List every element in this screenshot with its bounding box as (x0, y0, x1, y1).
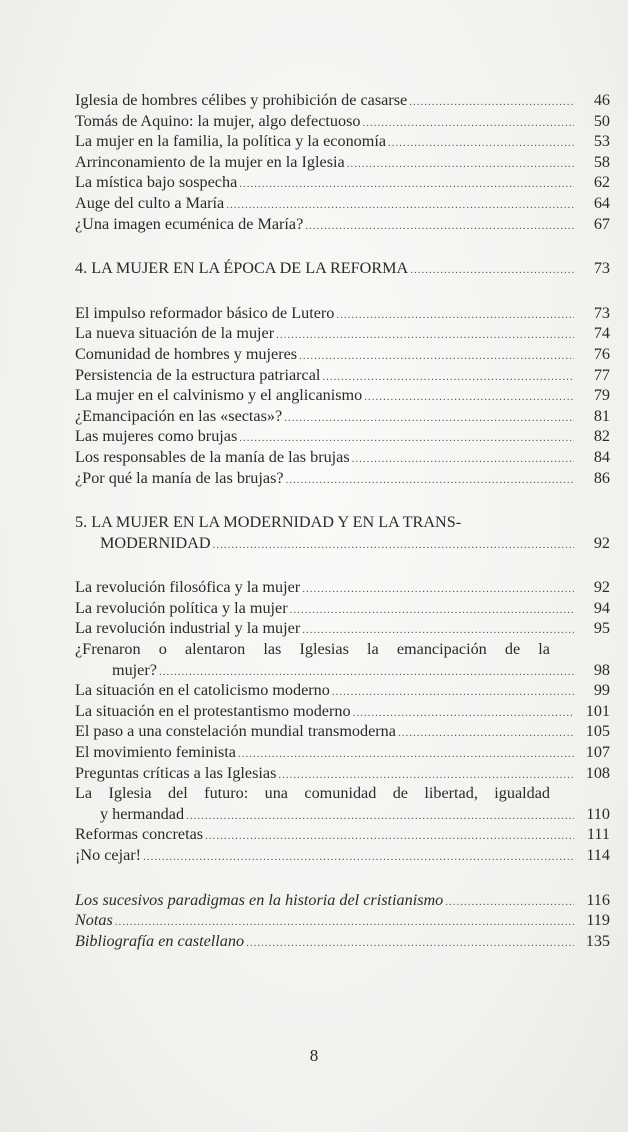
leader-dots (239, 428, 574, 449)
toc-entry-page: 81 (593, 406, 610, 425)
toc-entry-title: La mujer en el calvinismo y el anglicanismo (75, 386, 363, 405)
toc-entry-page: 73 (593, 303, 610, 322)
toc-entry (75, 406, 610, 427)
leader-dots (286, 470, 574, 491)
toc-entry-page: 99 (593, 681, 610, 700)
chapter-page: 73 (593, 259, 610, 278)
toc-entry (75, 303, 610, 324)
page-number: 8 (309, 1046, 319, 1065)
toc-entry (75, 111, 610, 132)
toc-entry (75, 193, 610, 214)
chapter-title: 4. LA MUJER EN LA ÉPOCA DE LA REFORMA (75, 259, 409, 278)
leader-dots (238, 744, 574, 765)
toc-entry-page: 119 (586, 911, 610, 930)
leader-dots (305, 216, 574, 237)
toc-entry-title: Tomás de Aquino: la mujer, algo defectuoso (75, 111, 361, 130)
toc-entry-page: 77 (593, 365, 610, 384)
toc-entry-page: 92 (593, 578, 610, 597)
toc-entry-title-line1: La Iglesia del futuro: una comunidad de libertad, igualdad (75, 784, 550, 803)
toc-entry-title: La revolución política y la mujer (75, 598, 288, 617)
leader-dots (302, 579, 574, 600)
toc-entry-title-line2: mujer? (112, 660, 157, 679)
toc-entry-page: 107 (585, 743, 610, 762)
toc-entry (75, 618, 610, 639)
toc-entry-page: 50 (593, 111, 610, 130)
toc-entry (75, 426, 610, 447)
toc-entry (75, 824, 610, 845)
leader-dots (364, 387, 574, 408)
toc-entry-title: Iglesia de hombres célibes y prohibición de casarse (75, 91, 408, 109)
leader-dots (239, 174, 574, 195)
toc-entry-page: 108 (585, 763, 610, 782)
toc-entry (75, 598, 610, 619)
chapter-heading (75, 258, 610, 279)
toc-entry-title: Los responsables de la manía de las brujas (75, 447, 350, 466)
toc-entry-title: ¿Por qué la manía de las brujas? (75, 468, 284, 487)
toc-entry-page: 105 (585, 722, 610, 741)
toc-entry-page: 58 (593, 152, 610, 171)
toc-entry-title: La mujer en la familia, la política y la economía (75, 132, 387, 151)
toc-entry-page: 135 (585, 931, 610, 950)
toc-entry-page: 111 (586, 825, 610, 844)
leader-dots (388, 133, 574, 154)
toc-entry-page: 79 (593, 386, 610, 405)
chapter-page: 92 (593, 533, 610, 552)
leader-dots (336, 305, 574, 326)
toc-entry-title: Los sucesivos paradigmas en la historia del cristianismo (75, 890, 444, 909)
toc-entry (75, 365, 610, 386)
toc-entry-title: Bibliografía en castellano (75, 931, 245, 950)
toc-entry-title: El movimiento feminista (75, 743, 236, 762)
toc-entry-title: Arrinconamiento de la mujer en la Iglesia (75, 152, 345, 171)
toc-entry-page: 64 (593, 193, 610, 212)
toc-entry-title: La nueva situación de la mujer (75, 324, 275, 343)
toc-entry-page: 86 (593, 468, 610, 487)
toc-entry-title: La revolución filosófica y la mujer (75, 578, 301, 597)
leader-dots (246, 933, 574, 954)
toc-entry (75, 660, 610, 681)
leader-dots (284, 408, 574, 429)
toc-entry (75, 323, 610, 344)
toc-entry-page: 98 (593, 660, 610, 679)
toc-entry-title-line2: y hermandad (100, 804, 185, 823)
toc-entry (75, 577, 610, 598)
toc-entry-title: Notas (75, 911, 113, 930)
chapter-title-line2: MODERNIDAD (100, 533, 211, 552)
toc-entry (75, 344, 610, 365)
toc-entry (75, 890, 610, 911)
leader-dots (159, 662, 574, 683)
toc-entry (75, 447, 610, 468)
toc-entry (75, 152, 610, 173)
chapter-heading (75, 533, 610, 554)
leader-dots (362, 113, 574, 134)
toc-entry-title: La revolución industrial y la mujer (75, 619, 301, 638)
toc-entry-title: El impulso reformador básico de Lutero (75, 303, 335, 322)
leader-dots (290, 600, 574, 621)
toc-entry-title: Preguntas críticas a las Iglesias (75, 763, 277, 782)
table-of-contents (75, 90, 610, 951)
toc-entry-title: ¿Emancipación en las «sectas»? (75, 406, 283, 425)
toc-entry (75, 172, 610, 193)
toc-entry (75, 845, 610, 866)
toc-entry-title: Persistencia de la estructura patriarcal (75, 365, 321, 384)
toc-entry-title: La situación en el catolicismo moderno (75, 681, 330, 700)
leader-dots (302, 620, 574, 641)
toc-entry (75, 131, 610, 152)
toc-entry-page: 110 (586, 804, 610, 823)
toc-entry (75, 701, 610, 722)
toc-entry-page: 116 (586, 890, 610, 909)
toc-entry-page: 46 (593, 91, 610, 109)
toc-entry-title: Las mujeres como brujas (75, 427, 238, 446)
toc-entry-page: 53 (593, 132, 610, 151)
toc-entry (75, 214, 610, 235)
leader-dots (445, 892, 574, 913)
toc-entry (75, 931, 610, 952)
leader-dots (226, 195, 574, 216)
leader-dots (352, 449, 574, 470)
leader-dots (410, 260, 574, 281)
leader-dots (278, 765, 574, 786)
toc-entry (75, 468, 610, 489)
toc-entry (75, 742, 610, 763)
toc-entry (75, 90, 610, 111)
toc-entry-page: 114 (586, 846, 610, 864)
toc-entry-page: 84 (593, 447, 610, 466)
leader-dots (143, 847, 574, 868)
leader-dots (115, 912, 574, 933)
toc-entry-title: ¡No cejar! (75, 846, 142, 864)
toc-entry-title: La situación en el protestantismo moderno (75, 701, 351, 720)
leader-dots (322, 367, 574, 388)
leader-dots (205, 826, 574, 847)
leader-dots (409, 92, 574, 113)
toc-entry (75, 910, 610, 931)
toc-entry-title: Auge del culto a María (75, 193, 225, 212)
toc-entry-page: 82 (593, 427, 610, 446)
toc-entry-title: Comunidad de hombres y mujeres (75, 344, 298, 363)
toc-entry-page: 95 (593, 619, 610, 638)
toc-entry-title: Reformas concretas (75, 825, 204, 844)
toc-entry-page: 74 (593, 324, 610, 343)
toc-entry-page: 101 (585, 701, 610, 720)
leader-dots (353, 703, 574, 724)
toc-entry-page: 62 (593, 173, 610, 192)
toc-entry (75, 385, 610, 406)
leader-dots (347, 154, 574, 175)
leader-dots (213, 535, 574, 556)
toc-entry-title-line1: ¿Frenaron o alentaron las Iglesias la emancipación de la (75, 640, 550, 659)
toc-entry (75, 763, 610, 784)
leader-dots (186, 806, 574, 827)
toc-entry-title: ¿Una imagen ecuménica de María? (75, 214, 304, 233)
toc-entry (75, 680, 610, 701)
toc-entry-title: La mística bajo sospecha (75, 173, 238, 192)
toc-entry-page: 67 (593, 214, 610, 233)
chapter-title-line1: 5. LA MUJER EN LA MODERNIDAD Y EN LA TRANS- (75, 513, 462, 532)
toc-entry-title: El paso a una constelación mundial transmoderna (75, 722, 396, 741)
toc-entry-page: 76 (593, 344, 610, 363)
toc-entry-page: 94 (593, 598, 610, 617)
leader-dots (276, 325, 574, 346)
toc-entry (75, 721, 610, 742)
leader-dots (332, 682, 574, 703)
leader-dots (299, 346, 574, 367)
toc-entry (75, 804, 610, 825)
leader-dots (398, 723, 574, 744)
